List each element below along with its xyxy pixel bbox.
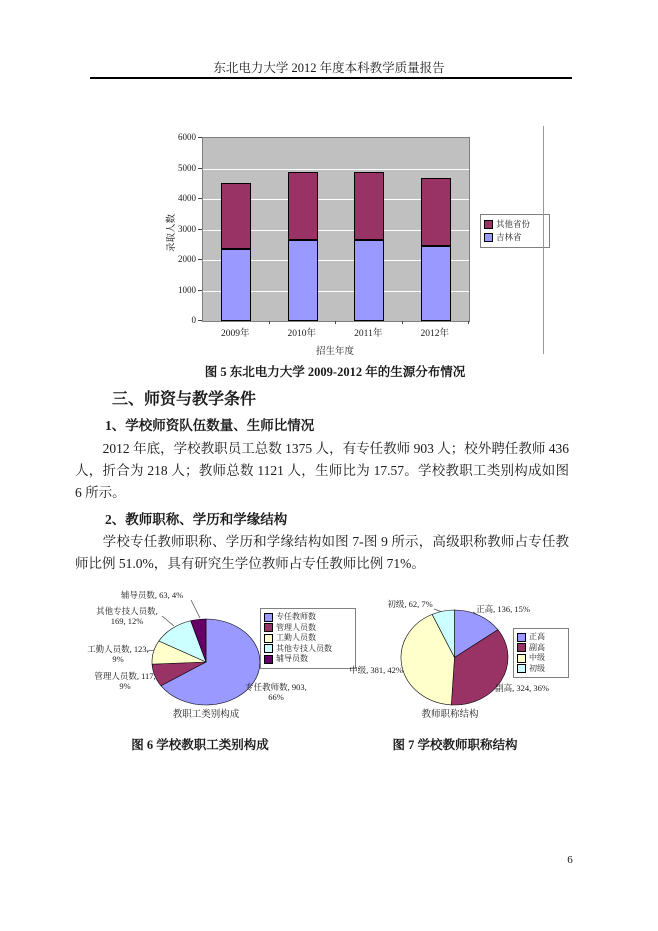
legend-label: 正高 bbox=[529, 632, 545, 641]
pie-label-专任教师数: 专任教师数, 903, 66% bbox=[245, 682, 307, 702]
paragraph-1: 2012 年底，学校教职员工总数 1375 人，有专任教师 903 人；校外聘任教师 436 人，折合为 218 人；教师总数 1121 人，生师比为 17.57。学校教职工类别构成如图 6 所示。 bbox=[75, 441, 569, 500]
pie-label-中级: 中级, 381, 42% bbox=[349, 665, 403, 675]
pie-label-初级: 初级, 62, 7% bbox=[387, 599, 433, 609]
label-leader-line bbox=[191, 600, 200, 618]
x-tick-mark bbox=[335, 321, 336, 324]
figure7-pie-chart bbox=[349, 588, 597, 723]
legend-item bbox=[264, 654, 352, 665]
subsection-2-heading: 2、教师职称、学历和学缘结构 bbox=[105, 512, 288, 527]
legend-label: 其他专技人员数 bbox=[276, 643, 332, 653]
legend-label: 副高 bbox=[529, 642, 545, 652]
y-tick-mark bbox=[198, 229, 202, 230]
y-tick-label: 0 bbox=[191, 315, 196, 325]
legend-item bbox=[264, 633, 352, 644]
x-tick-label: 2011年 bbox=[354, 329, 383, 339]
figure5-legend bbox=[480, 214, 550, 248]
plot-area bbox=[202, 137, 470, 322]
legend-item bbox=[517, 632, 565, 643]
legend-label: 工勤人员数 bbox=[276, 633, 316, 642]
y-tick-mark bbox=[198, 137, 202, 138]
legend-swatch-icon bbox=[484, 233, 493, 242]
x-tick-mark bbox=[269, 321, 270, 324]
pie-label-正高: 正高, 136, 15% bbox=[476, 604, 530, 614]
legend-item bbox=[264, 612, 352, 623]
x-axis-title: 招生年度 bbox=[315, 347, 354, 357]
legend-swatch-icon bbox=[264, 634, 273, 643]
bar-segment-吉林省-2011年 bbox=[354, 240, 384, 321]
bar-segment-其他省份-2009年 bbox=[221, 183, 251, 248]
pie-label-副高: 副高, 324, 36% bbox=[495, 683, 549, 693]
legend-swatch-icon bbox=[517, 654, 526, 663]
y-tick-label: 3000 bbox=[178, 223, 196, 234]
header-title: 东北电力大学 2012 年度本科教学质量报告 bbox=[213, 61, 445, 75]
legend-swatch-icon bbox=[264, 613, 273, 622]
legend-item bbox=[517, 653, 565, 664]
legend-swatch-icon bbox=[264, 644, 273, 653]
bar-segment-吉林省-2010年 bbox=[288, 240, 318, 321]
y-tick-mark bbox=[198, 290, 202, 291]
gridline bbox=[203, 169, 469, 170]
legend-item bbox=[264, 623, 352, 634]
figure6-pie-title: 教职工类别构成 bbox=[172, 710, 240, 720]
x-tick-label: 2012年 bbox=[420, 329, 449, 339]
section-heading: 三、师资与教学条件 bbox=[112, 391, 257, 408]
y-tick-label: 6000 bbox=[178, 132, 196, 142]
x-tick-mark bbox=[402, 321, 403, 324]
y-axis-title: 录取人数 bbox=[167, 214, 177, 253]
bar-segment-其他省份-2012年 bbox=[421, 178, 451, 247]
legend-item bbox=[517, 643, 565, 654]
legend-swatch-icon bbox=[517, 643, 526, 652]
legend-item bbox=[484, 218, 546, 231]
bar-segment-其他省份-2010年 bbox=[288, 172, 318, 240]
legend-item bbox=[517, 664, 565, 675]
x-tick-label: 2010年 bbox=[287, 329, 316, 339]
figure7-caption: 图 7 学校教师职称结构 bbox=[392, 738, 518, 752]
pie-label-工勤人员数: 工勤人员数, 123, 9% bbox=[87, 644, 149, 664]
pie-label-管理人员数: 管理人员数, 117, 9% bbox=[94, 671, 156, 691]
legend-label: 其他省份 bbox=[496, 219, 531, 229]
bar-segment-吉林省-2012年 bbox=[421, 246, 451, 321]
paragraph-2: 学校专任教师职称、学历和学缘结构如图 7-图 9 所示，高级职称教师占专任教师比例 51.0%，具有研究生学位教师占专任教师比例 71%。 bbox=[75, 534, 569, 571]
legend-swatch-icon bbox=[484, 220, 493, 229]
pie-label-辅导员数: 辅导员数, 63, 4% bbox=[120, 590, 184, 600]
figure6-pie-chart bbox=[78, 588, 348, 723]
subsection-1-heading: 1、学校师资队伍数量、生师比情况 bbox=[105, 418, 315, 433]
legend-swatch-icon bbox=[264, 655, 273, 664]
legend-label: 专任教师数 bbox=[276, 612, 316, 621]
x-tick-label: 2009年 bbox=[220, 329, 250, 339]
bar-segment-吉林省-2009年 bbox=[221, 249, 251, 321]
bar-segment-其他省份-2011年 bbox=[354, 172, 384, 241]
legend-swatch-icon bbox=[264, 623, 273, 632]
y-tick-mark bbox=[198, 320, 202, 321]
page-number: 6 bbox=[567, 854, 573, 866]
y-tick-label: 4000 bbox=[178, 193, 196, 203]
figure5-caption: 图 5 东北电力大学 2009-2012 年的生源分布情况 bbox=[204, 365, 466, 379]
y-tick-label: 1000 bbox=[178, 284, 196, 295]
figure7-pie-title: 教师职称结构 bbox=[421, 710, 479, 720]
y-tick-mark bbox=[198, 259, 202, 260]
header-rule bbox=[90, 77, 572, 79]
x-tick-mark bbox=[468, 321, 469, 324]
pie-label-其他专技人员数: 其他专技人员数, 169, 12% bbox=[96, 606, 158, 626]
figure5-bar-chart bbox=[158, 124, 544, 356]
legend-label: 中级 bbox=[529, 653, 545, 662]
figure6-legend bbox=[260, 608, 356, 669]
legend-item bbox=[264, 644, 352, 655]
chart-object-right-border bbox=[543, 126, 544, 354]
legend-label: 初级 bbox=[529, 663, 545, 673]
legend-label: 吉林省 bbox=[496, 232, 522, 242]
y-tick-mark bbox=[198, 168, 202, 169]
legend-label: 辅导员数 bbox=[276, 654, 308, 663]
y-tick-label: 5000 bbox=[178, 162, 196, 173]
legend-swatch-icon bbox=[517, 664, 526, 673]
y-tick-mark bbox=[198, 198, 202, 199]
legend-swatch-icon bbox=[517, 633, 526, 642]
legend-item bbox=[484, 231, 546, 244]
figure7-legend bbox=[513, 628, 569, 678]
legend-label: 管理人员数 bbox=[276, 622, 316, 632]
y-tick-label: 2000 bbox=[178, 254, 196, 264]
figure6-caption: 图 6 学校教职工类别构成 bbox=[131, 738, 269, 752]
label-leader-line bbox=[162, 616, 174, 626]
